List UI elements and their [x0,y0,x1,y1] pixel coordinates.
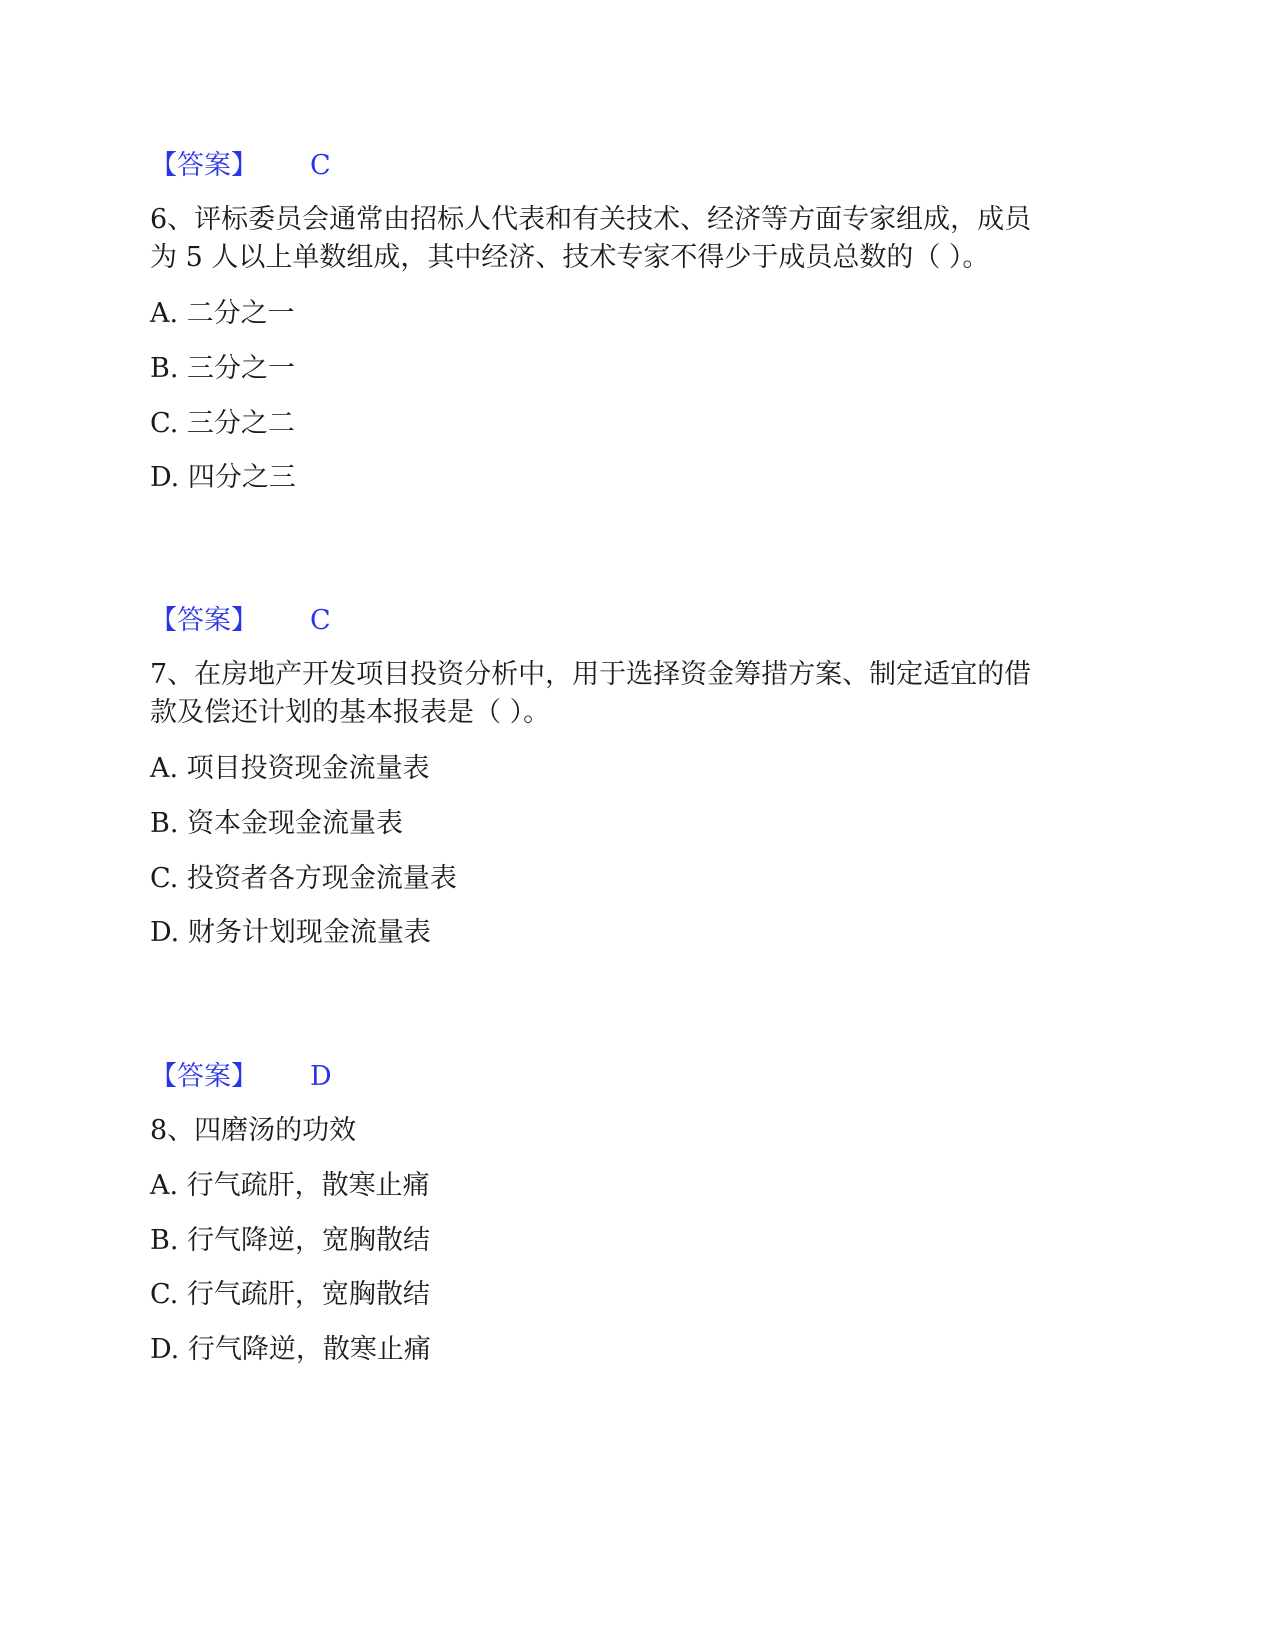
answer-label: 【答案】 [150,1061,258,1092]
option-c: C. 三分之二 [150,408,295,439]
answer-value: C [310,605,331,636]
option-a: A. 二分之一 [150,298,295,329]
question-stem-line: 款及偿还计划的基本报表是（ ）。 [150,697,551,728]
answer-value: C [310,150,331,181]
option-b: B. 行气降逆，宽胸散结 [150,1225,431,1256]
option-a: A. 行气疏肝，散寒止痛 [150,1170,430,1201]
answer-line [150,148,331,184]
answer-value: D [310,1061,332,1092]
question-stem-line: 6、评标委员会通常由招标人代表和有关技术、经济等方面专家组成，成员 [150,204,1032,235]
answer-line [150,1059,332,1095]
option-d: D. 四分之三 [150,462,296,493]
answer-label: 【答案】 [150,150,258,181]
option-b: B. 资本金现金流量表 [150,808,404,839]
question-stem-line: 8、四磨汤的功效 [150,1115,357,1146]
answer-label: 【答案】 [150,605,258,636]
option-c: C. 行气疏肝，宽胸散结 [150,1279,430,1310]
answer-line [150,603,331,639]
option-d: D. 财务计划现金流量表 [150,917,431,948]
question-stem-line: 7、在房地产开发项目投资分析中，用于选择资金筹措方案、制定适宜的借 [150,659,1032,690]
question-stem-line: 为 5 人以上单数组成，其中经济、技术专家不得少于成员总数的（ ）。 [150,242,990,273]
option-d: D. 行气降逆，散寒止痛 [150,1334,431,1365]
option-a: A. 项目投资现金流量表 [150,753,430,784]
option-b: B. 三分之一 [150,353,296,384]
option-c: C. 投资者各方现金流量表 [150,863,457,894]
